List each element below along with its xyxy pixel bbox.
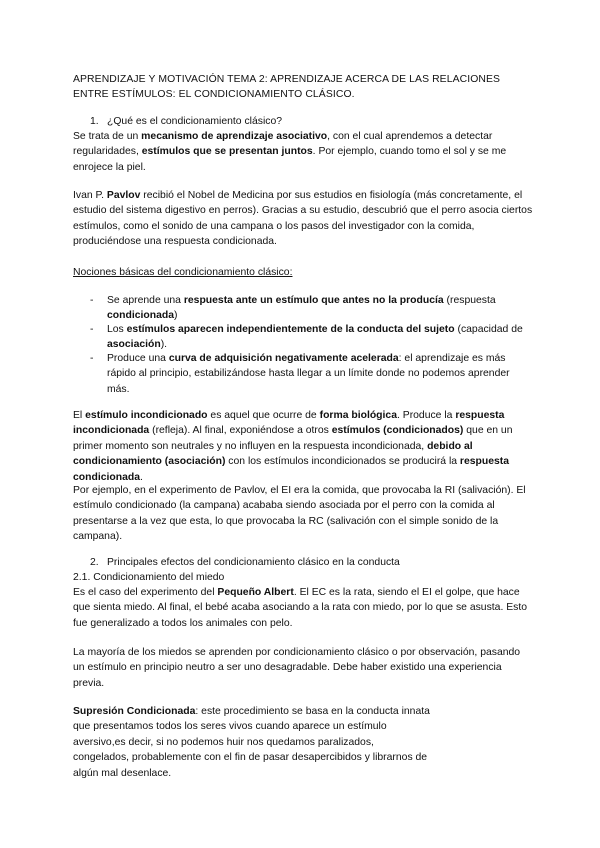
text: (respuesta	[443, 295, 496, 306]
paragraph-6: La mayoría de los miedos se aprenden por condicionamiento clásico o por observación, pasando un estímulo en principio neutro a ser uno desagradable. Debe haber existido una experiencia previa.	[73, 647, 521, 689]
bold-text: condicionada	[107, 310, 174, 322]
text: Los	[107, 324, 127, 335]
list-item	[90, 293, 530, 324]
text: El	[73, 410, 86, 421]
document-title: APRENDIZAJE Y MOTIVACIÓN TEMA 2: APRENDIZAJE ACERCA DE LAS RELACIONES ENTRE ESTÍMULOS: EL CONDICIONAMIENTO CLÁSICO.	[73, 74, 501, 101]
text: : este procedimiento se basa en la conducta innata	[195, 706, 430, 717]
section-1-title: ¿Qué es el condicionamiento clásico?	[107, 116, 283, 127]
bold-text: forma biológica	[319, 410, 397, 421]
text-line: aversivo,es decir, si no podemos huir nos quedamos paralizados,	[73, 736, 374, 748]
section-2-heading	[90, 555, 550, 570]
section-1-number: 1.	[90, 116, 99, 127]
text: Se aprende una	[107, 295, 184, 306]
text-line: congelados, probablemente con el fin de pasar desapercibidos y librarnos de	[73, 752, 428, 764]
text: )	[173, 310, 178, 322]
list-item	[90, 351, 530, 397]
text: que en un primer momento son neutrales y no influyen en la respuesta incondicionada,	[73, 425, 513, 452]
text: ).	[160, 339, 168, 351]
bold-text: asociación	[107, 339, 161, 351]
paragraph-5	[73, 585, 533, 631]
bold-text: respuesta incondicionada	[73, 410, 505, 437]
bold-text: respuesta condicionada	[73, 456, 510, 483]
text: (refleja). Al final, exponiéndose a otros	[149, 425, 332, 437]
list-item	[90, 322, 530, 353]
text: es aquel que ocurre de	[207, 410, 320, 421]
subsection-2-1: 2.1. Condicionamiento del miedo	[73, 572, 225, 583]
text: Se trata de un	[73, 131, 142, 142]
text: . Produce la	[396, 410, 456, 421]
text: .	[139, 471, 143, 483]
section-2-number: 2.	[90, 557, 99, 568]
text: Produce una	[107, 353, 169, 364]
bold-text: estímulo incondicionado	[85, 410, 208, 421]
text: recibió el Nobel de Medicina por sus estudios en fisiología (más concretamente, el estudio del sistema digestivo en perros). Gracias a su estudio, descubrió que el perro asocia ciertos estímulos, como el sonido de una campana o los pasos del investigador con la comida, produciéndose una respuesta condicionada.	[73, 190, 533, 248]
dash-bullet: -	[90, 353, 94, 364]
section-1-heading	[90, 114, 550, 129]
text: , con el cual aprendemos a detectar regularidades,	[73, 131, 493, 158]
nociones-heading: Nociones básicas del condicionamiento clásico:	[73, 267, 293, 278]
bold-text: estímulos que se presentan juntos	[141, 146, 313, 158]
text: Es el caso del experimento del	[73, 587, 218, 598]
section-2-title: Principales efectos del condicionamiento clásico en la conducta	[107, 557, 400, 568]
bold-text: Supresión Condicionada	[73, 706, 196, 717]
paragraph-7	[73, 704, 533, 781]
bold-text: mecanismo de aprendizaje asociativo	[141, 131, 328, 142]
text: con los estímulos incondicionados se producirá la	[225, 456, 460, 468]
paragraph-3	[73, 408, 533, 485]
paragraph-2	[73, 188, 533, 250]
bold-text: Pequeño Albert	[217, 587, 294, 598]
text: . El EC es la rata, siendo el EI el golpe, que hace que sienta miedo. Al final, el bebé acaba asociando a la rata con miedo, por lo que se asusta. Esto fue generalizado a todos los animales con pelo.	[73, 587, 528, 629]
bold-text: debido al condicionamiento (asociación)	[73, 440, 473, 468]
text-line: algún mal desenlace.	[73, 767, 172, 779]
paragraph-1	[73, 129, 533, 175]
bold-text: estímulos (condicionados)	[331, 425, 464, 437]
text: . Por ejemplo, cuando tomo el sol y se me enrojece la piel.	[73, 146, 507, 173]
text: (capacidad de	[454, 324, 523, 335]
dash-bullet: -	[90, 295, 94, 306]
text-line: que presentamos todos los seres vivos cuando aparece un estímulo	[73, 721, 387, 733]
bold-text: estímulos aparecen independientemente de la conducta del sujeto	[126, 324, 455, 335]
bold-text: respuesta ante un estímulo que antes no la producía	[183, 295, 444, 306]
bold-text: Pavlov	[106, 190, 141, 201]
text: : el aprendizaje es más rápido al principio, estabilizándose hasta llegar a un límite donde no podemos aprender más.	[107, 353, 510, 395]
paragraph-4: Por ejemplo, en el experimento de Pavlov, el EI era la comida, que provocaba la RI (salivación). El estímulo condicionado (la campana) acababa siendo asociada por el perro con la comida al presentarse a la vez que esta, lo que provocaba la RC (salivación con el simple sonido de la campana).	[73, 485, 526, 543]
text: Ivan P.	[73, 190, 107, 201]
dash-bullet: -	[90, 324, 94, 335]
bold-text: curva de adquisición negativamente acelerada	[168, 353, 399, 364]
